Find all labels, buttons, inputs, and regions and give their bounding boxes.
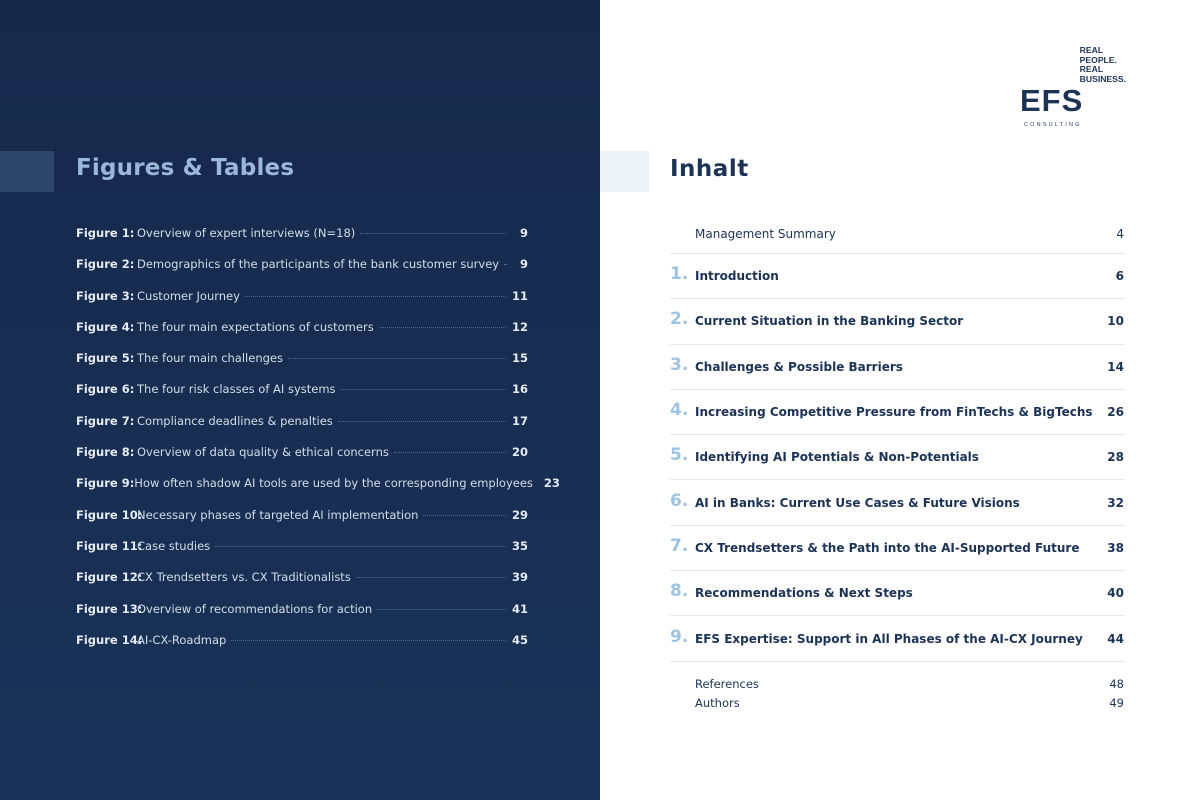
toc-chapter-row[interactable]: [670, 616, 1124, 661]
figure-label: Figure 10:: [76, 507, 143, 522]
figure-page: 45: [512, 632, 529, 647]
toc-chapter-row[interactable]: [670, 480, 1124, 525]
figure-page: 29: [512, 507, 529, 522]
toc-entry-page: 28: [1107, 450, 1124, 465]
figure-row[interactable]: [76, 257, 528, 288]
toc-entry-title: Authors: [695, 696, 740, 711]
toc-chapter-row[interactable]: [670, 526, 1124, 571]
figure-page: 9: [519, 226, 528, 240]
toc-entry-page: 32: [1107, 495, 1124, 510]
figure-row[interactable]: [76, 539, 528, 570]
chapter-number: 2.: [670, 309, 689, 330]
chapter-number: 7.: [670, 535, 689, 556]
figure-label: Figure 14:: [76, 632, 143, 647]
figure-row[interactable]: [76, 289, 528, 320]
figure-page: 15: [512, 351, 529, 366]
dot-leader: [231, 640, 506, 641]
figure-row[interactable]: [76, 226, 528, 257]
figure-title: Overview of data quality & ethical concerns: [137, 445, 389, 460]
figure-label: Figure 11:: [76, 538, 143, 553]
figure-label: Figure 3:: [76, 288, 135, 303]
chapter-number: 3.: [670, 354, 689, 375]
dot-leader: [341, 389, 506, 390]
toc-summary-row[interactable]: [670, 215, 1124, 254]
toc-entry-page: 10: [1107, 314, 1124, 329]
toc-appendix-row[interactable]: [670, 694, 1124, 713]
toc-entry-title: AI in Banks: Current Use Cases & Future Visions: [695, 495, 1020, 510]
figure-label: Figure 7:: [76, 413, 135, 428]
figure-label: Figure 8:: [76, 445, 135, 460]
dot-leader: [356, 577, 506, 578]
figure-page: 23: [543, 476, 560, 491]
toc-entry-title: EFS Expertise: Support in All Phases of the AI-CX Journey: [695, 631, 1083, 646]
section-marker: [0, 151, 54, 192]
figure-title: AI-CX-Roadmap: [137, 632, 227, 647]
toc-entry-title: Increasing Competitive Pressure from FinTechs & BigTechs: [695, 405, 1093, 420]
figure-title: Demographics of the participants of the bank customer survey: [137, 257, 500, 272]
figure-title: CX Trendsetters vs. CX Traditionalists: [137, 570, 351, 585]
section-marker: [600, 151, 649, 192]
toc-appendix-row[interactable]: [670, 675, 1124, 694]
figure-row[interactable]: [76, 476, 560, 507]
toc-entry-page: 44: [1107, 631, 1124, 646]
contents-title: Inhalt: [670, 156, 749, 182]
contents-panel: [600, 0, 1200, 800]
figures-title: Figures & Tables: [76, 155, 295, 181]
figure-page: 9: [519, 257, 528, 272]
toc-chapter-row[interactable]: [670, 435, 1124, 480]
figures-list: [76, 226, 560, 664]
figure-label: Figure 13:: [76, 601, 143, 616]
dot-leader: [379, 327, 506, 328]
logo-tagline: REAL PEOPLE. REAL BUSINESS.: [1079, 45, 1126, 84]
figure-page: 12: [512, 319, 529, 334]
figure-title: Necessary phases of targeted AI implementation: [137, 507, 419, 522]
chapter-number: 5.: [670, 445, 689, 466]
figure-page: 35: [512, 538, 529, 553]
dot-leader: [245, 296, 506, 297]
toc-entry-title: References: [695, 677, 759, 692]
figure-row[interactable]: [76, 445, 528, 476]
toc-entry-page: 38: [1107, 540, 1124, 555]
figure-title: How often shadow AI tools are used by the corresponding employees: [134, 476, 533, 491]
logo-wordmark: EFS: [1020, 83, 1084, 118]
toc-entry-title: Management Summary: [695, 227, 836, 241]
dot-leader: [504, 264, 506, 265]
dot-leader: [288, 358, 506, 359]
toc-entry-title: Introduction: [695, 269, 779, 284]
figure-page: 39: [512, 570, 529, 585]
figure-label: Figure 1:: [76, 226, 135, 240]
figure-row[interactable]: [76, 633, 528, 664]
toc-chapter-row[interactable]: [670, 345, 1124, 390]
dot-leader: [423, 515, 506, 516]
toc-entry-page: 4: [1116, 227, 1124, 241]
toc-entry-title: CX Trendsetters & the Path into the AI-Supported Future: [695, 540, 1080, 555]
figure-label: Figure 12:: [76, 570, 143, 585]
dot-leader: [215, 546, 506, 547]
figure-label: Figure 9:: [76, 476, 135, 491]
figure-page: 20: [512, 445, 529, 460]
toc-appendix: [670, 675, 1124, 713]
chapter-number: 8.: [670, 581, 689, 602]
figure-title: Overview of expert interviews (N=18): [137, 226, 356, 240]
toc-entry-page: 14: [1107, 359, 1124, 374]
dot-leader: [377, 609, 506, 610]
figure-row[interactable]: [76, 508, 528, 539]
figure-row[interactable]: [76, 602, 528, 633]
figure-title: Case studies: [137, 538, 211, 553]
dot-leader: [360, 233, 506, 234]
toc-entry-title: Current Situation in the Banking Sector: [695, 314, 964, 329]
table-of-contents: [670, 215, 1124, 713]
toc-entry-page: 26: [1107, 405, 1124, 420]
figure-row[interactable]: [76, 382, 528, 413]
figure-page: 41: [512, 601, 529, 616]
figure-title: Customer Journey: [137, 288, 240, 303]
figure-row[interactable]: [76, 414, 528, 445]
figure-label: Figure 5:: [76, 351, 135, 366]
figure-page: 11: [512, 288, 529, 303]
chapter-number: 9.: [670, 626, 689, 647]
figure-label: Figure 2:: [76, 257, 135, 272]
figure-row[interactable]: [76, 570, 528, 601]
toc-chapter-row[interactable]: [670, 254, 1124, 299]
toc-entry-page: 49: [1109, 696, 1124, 711]
figure-title: The four main challenges: [137, 351, 283, 366]
figure-page: 17: [512, 413, 529, 428]
efs-logo: [1020, 46, 1126, 132]
figure-label: Figure 4:: [76, 319, 135, 334]
toc-entry-title: Recommendations & Next Steps: [695, 586, 913, 601]
figure-title: The four main expectations of customers: [137, 319, 374, 334]
toc-chapter-row[interactable]: [670, 390, 1124, 435]
toc-chapter-row[interactable]: [670, 299, 1124, 344]
figure-title: Overview of recommendations for action: [137, 601, 373, 616]
dot-leader: [394, 452, 506, 453]
toc-entry-page: 48: [1109, 677, 1124, 692]
toc-chapter-row[interactable]: [670, 571, 1124, 616]
chapter-number: 6.: [670, 490, 689, 511]
dot-leader: [338, 421, 506, 422]
logo-subtitle: CONSULTING: [1024, 122, 1082, 128]
toc-entry-page: 6: [1115, 269, 1124, 284]
toc-entry-title: Identifying AI Potentials & Non-Potentials: [695, 450, 979, 465]
figure-page: 16: [512, 382, 529, 397]
figure-title: The four risk classes of AI systems: [137, 382, 336, 397]
toc-entry-title: Challenges & Possible Barriers: [695, 359, 903, 374]
figure-label: Figure 6:: [76, 382, 135, 397]
figure-row[interactable]: [76, 320, 528, 351]
chapter-number: 4.: [670, 400, 689, 421]
toc-entry-page: 40: [1107, 586, 1124, 601]
figure-row[interactable]: [76, 351, 528, 382]
chapter-number: 1.: [670, 264, 689, 285]
figure-title: Compliance deadlines & penalties: [137, 413, 333, 428]
